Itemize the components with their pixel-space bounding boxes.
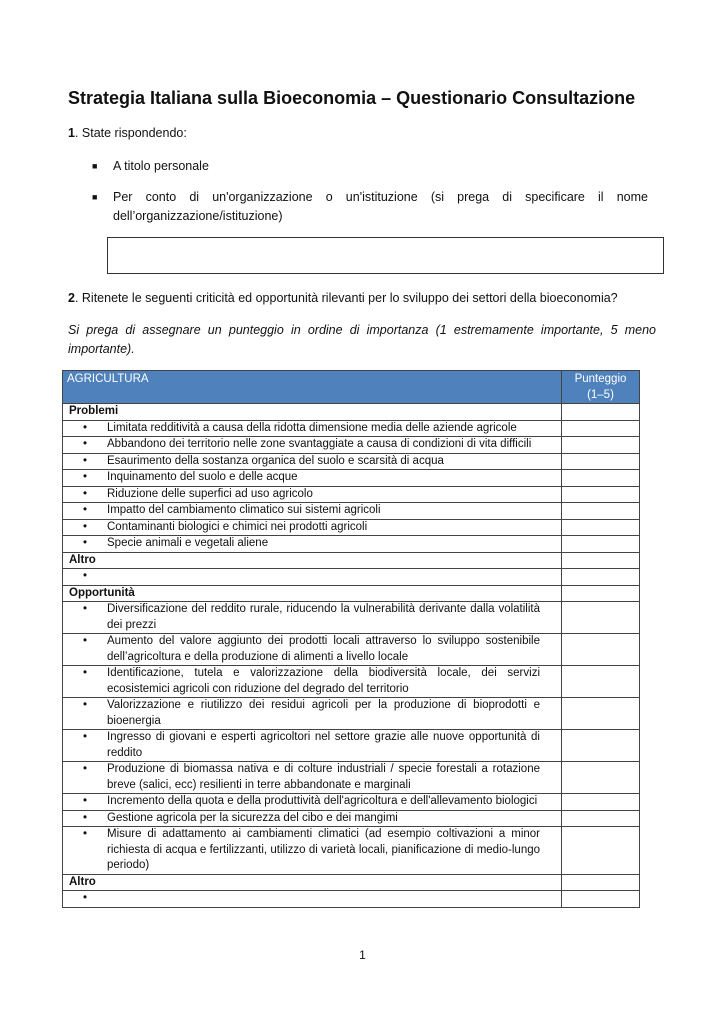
- item-cell: [63, 666, 562, 698]
- score-header-line1: Punteggio: [574, 373, 627, 385]
- bullet-icon: •: [82, 504, 88, 516]
- item-text: Identificazione, tutela e valorizzazione della biodiversità locale, dei servizi ecosistemici agricoli con riduzione del degrado del territorio: [107, 667, 540, 695]
- list-item: [63, 536, 561, 552]
- list-item: [63, 520, 561, 536]
- item-cell: [63, 486, 562, 503]
- score-cell-empty: [562, 404, 640, 421]
- item-text: Misure di adattamento ai cambiamenti climatici (ad esempio coltivazioni a minor richiesta di acqua e fertilizzanti, utilizzo di varietà locali, pianificazione di medio-lungo periodo): [107, 828, 540, 871]
- score-input-cell[interactable]: [562, 470, 640, 487]
- item-cell: [63, 891, 562, 908]
- bullet-icon: •: [82, 438, 88, 450]
- scoring-instructions: Si prega di assegnare un punteggio in ordine di importanza (1 estremamente importante, 5 meno importante).: [68, 323, 656, 356]
- table-row: [63, 794, 640, 811]
- bullet-icon: •: [82, 421, 88, 434]
- bullet-icon: •: [82, 828, 88, 840]
- bullet-icon: •: [82, 603, 88, 615]
- list-item: [63, 666, 561, 697]
- score-cell-empty: [562, 874, 640, 891]
- bullet-icon: •: [82, 520, 88, 533]
- score-input-cell[interactable]: [562, 666, 640, 698]
- item-text: Impatto del cambiamento climatico sui sistemi agricoli: [107, 504, 381, 516]
- bullet-icon: •: [82, 667, 88, 679]
- table-row: [63, 810, 640, 827]
- item-text: [107, 891, 540, 907]
- bullet-icon: •: [82, 471, 88, 483]
- item-text: Produzione di biomassa nativa e di colture industriali / specie forestali a rotazione breve (salici, ecc) resilienti in terre abbandonate e marginali: [107, 763, 540, 791]
- item-text: Contaminanti biologici e chimici nei prodotti agricoli: [107, 520, 368, 533]
- altro-problemi-section-row: [63, 552, 640, 569]
- bullet-icon: •: [82, 537, 88, 549]
- option-organization-label: Per conto di un'organizzazione o un'istituzione (si prega di specificare il nome dell’organizzazione/istituzione): [113, 190, 648, 223]
- score-input-cell[interactable]: [562, 569, 640, 586]
- table-row: [63, 634, 640, 666]
- square-bullet-icon: ■: [92, 161, 98, 171]
- list-item: [63, 730, 561, 761]
- item-text: Inquinamento del suolo e delle acque: [107, 471, 298, 483]
- page-number: 1: [359, 948, 366, 962]
- question-2-text: . Ritenete le seguenti criticità ed opportunità rilevanti per lo sviluppo dei settori della bioeconomia?: [74, 291, 618, 305]
- table-row: [63, 698, 640, 730]
- list-item: [63, 602, 561, 633]
- column-header-score: [562, 371, 640, 404]
- list-item: [63, 487, 561, 503]
- bullet-icon: •: [82, 795, 88, 807]
- score-cell-empty: [562, 585, 640, 602]
- item-text: Specie animali e vegetali aliene: [107, 537, 269, 549]
- item-text: Limitata redditività a causa della ridotta dimensione media delle aziende agricole: [107, 421, 517, 434]
- item-text: [107, 569, 540, 585]
- problemi-section-label: Problemi: [63, 404, 562, 421]
- item-cell: [63, 519, 562, 536]
- score-input-cell[interactable]: [562, 762, 640, 794]
- table-row: [63, 453, 640, 470]
- table-row: [63, 730, 640, 762]
- score-input-cell[interactable]: [562, 602, 640, 634]
- item-cell: [63, 569, 562, 586]
- bullet-icon: •: [82, 487, 88, 500]
- altro-opportunita-section-row: [63, 874, 640, 891]
- table-header-row: [63, 371, 640, 404]
- score-header-line2: (1–5): [587, 388, 614, 401]
- score-input-cell[interactable]: [562, 453, 640, 470]
- item-cell: [63, 698, 562, 730]
- score-cell-empty: [562, 552, 640, 569]
- list-item: [63, 421, 561, 437]
- question-1-number: 1: [68, 126, 75, 140]
- question-2: [68, 291, 658, 305]
- table-row: [63, 503, 640, 520]
- table-row: [63, 536, 640, 553]
- item-cell: [63, 453, 562, 470]
- bullet-icon: •: [82, 699, 88, 711]
- opportunita-section-row: [63, 585, 640, 602]
- table-row: [63, 437, 640, 454]
- table-row: [63, 827, 640, 875]
- item-cell: [63, 634, 562, 666]
- bullet-icon: •: [82, 811, 88, 824]
- table-row: [63, 762, 640, 794]
- list-item: [63, 470, 561, 486]
- list-item: [63, 569, 561, 585]
- item-cell: [63, 730, 562, 762]
- score-input-cell[interactable]: [562, 634, 640, 666]
- table-row: [63, 666, 640, 698]
- score-input-cell[interactable]: [562, 519, 640, 536]
- bullet-icon: •: [82, 570, 88, 582]
- list-item: [63, 634, 561, 665]
- score-input-cell[interactable]: [562, 486, 640, 503]
- item-text: Aumento del valore aggiunto dei prodotti locali attraverso lo sviluppo sostenibile dell’agricoltura e della produzione di alimenti a livello locale: [107, 635, 540, 663]
- agriculture-table: [62, 370, 640, 908]
- bullet-icon: •: [82, 635, 88, 647]
- list-item: [63, 794, 561, 810]
- item-cell: [63, 762, 562, 794]
- item-cell: [63, 827, 562, 875]
- bullet-icon: •: [82, 892, 88, 904]
- item-text: Valorizzazione e riutilizzo dei residui agricoli per la produzione di bioprodotti e bioenergia: [107, 699, 540, 727]
- item-text: Incremento della quota e della produttività dell'agricoltura e dell'allevamento biologici: [107, 795, 538, 807]
- score-input-cell[interactable]: [562, 437, 640, 454]
- item-text: Diversificazione del reddito rurale, riducendo la vulnerabilità derivante dalla volatilità dei prezzi: [107, 603, 540, 631]
- item-cell: [63, 810, 562, 827]
- question-1: [68, 126, 187, 140]
- list-item: [63, 762, 561, 793]
- organization-name-field[interactable]: [107, 237, 664, 274]
- item-cell: [63, 794, 562, 811]
- square-bullet-icon: ■: [92, 192, 98, 202]
- list-item: [63, 503, 561, 519]
- item-text: Esaurimento della sostanza organica del suolo e scarsità di acqua: [107, 454, 444, 467]
- option-personal-label: A titolo personale: [113, 159, 209, 173]
- score-input-cell[interactable]: [562, 698, 640, 730]
- score-input-cell[interactable]: [562, 827, 640, 875]
- score-input-cell[interactable]: [562, 730, 640, 762]
- table-row: [63, 486, 640, 503]
- item-text: Abbandono dei territorio nelle zone svantaggiate a causa di condizioni di vita difficili: [107, 438, 532, 450]
- score-input-cell[interactable]: [562, 420, 640, 437]
- score-input-cell[interactable]: [562, 503, 640, 520]
- item-cell: [63, 470, 562, 487]
- list-item: [63, 811, 561, 827]
- bullet-icon: •: [82, 763, 88, 775]
- altro-problemi-section-label: Altro: [63, 552, 562, 569]
- list-item: [63, 437, 561, 453]
- list-item: [63, 698, 561, 729]
- score-input-cell[interactable]: [562, 794, 640, 811]
- score-input-cell[interactable]: [562, 891, 640, 908]
- table-row: [63, 602, 640, 634]
- question-2-number: 2: [68, 291, 75, 305]
- score-input-cell[interactable]: [562, 810, 640, 827]
- item-cell: [63, 420, 562, 437]
- table-row: [63, 569, 640, 586]
- item-cell: [63, 437, 562, 454]
- table-row: [63, 420, 640, 437]
- bullet-icon: •: [82, 731, 88, 743]
- table-row: [63, 891, 640, 908]
- column-header-sector: AGRICULTURA: [63, 371, 562, 404]
- list-item: [63, 891, 561, 907]
- table-row: [63, 470, 640, 487]
- bullet-icon: •: [82, 454, 88, 467]
- item-text: Ingresso di giovani e esperti agricoltori nel settore grazie alle nuove opportunità di reddito: [107, 731, 540, 759]
- item-text: Riduzione delle superfici ad uso agricolo: [107, 487, 313, 500]
- item-text: Gestione agricola per la sicurezza del cibo e dei mangimi: [107, 811, 398, 824]
- problemi-section-row: [63, 404, 640, 421]
- altro-opportunita-section-label: Altro: [63, 874, 562, 891]
- table-row: [63, 519, 640, 536]
- list-item: [63, 454, 561, 470]
- item-cell: [63, 602, 562, 634]
- score-input-cell[interactable]: [562, 536, 640, 553]
- item-cell: [63, 536, 562, 553]
- opportunita-section-label: Opportunità: [63, 585, 562, 602]
- list-item: [63, 827, 561, 874]
- document-title: Strategia Italiana sulla Bioeconomia – Questionario Consultazione: [68, 88, 636, 108]
- item-cell: [63, 503, 562, 520]
- question-1-text: . State rispondendo:: [74, 126, 187, 140]
